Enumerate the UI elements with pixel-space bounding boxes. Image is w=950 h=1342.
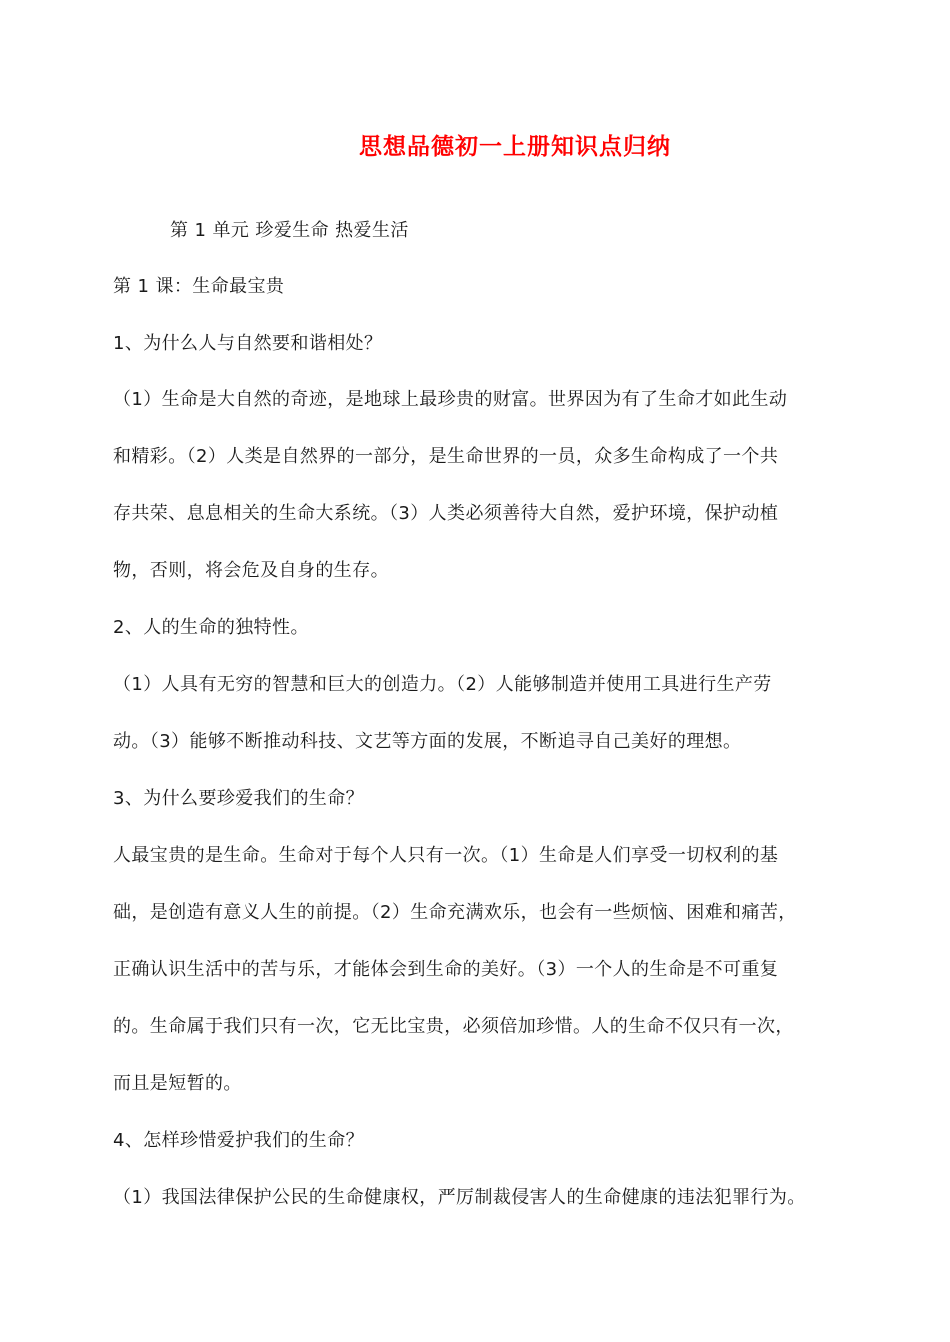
paragraph-line: 物，否则，将会危及自身的生存。 [113, 560, 389, 581]
question-heading: 1、为什么人与自然要和谐相处？ [113, 333, 383, 354]
lesson-heading: 第 1 课：生命最宝贵 [113, 276, 285, 297]
unit-heading: 第 1 单元 珍爱生命 热爱生活 [170, 220, 409, 241]
paragraph-line: 动。（3）能够不断推动科技、文艺等方面的发展，不断追寻自己美好的理想。 [113, 731, 742, 752]
paragraph-line: 正确认识生活中的苦与乐，才能体会到生命的美好。（3）一个人的生命是不可重复 [113, 959, 779, 980]
paragraph-line: 人最宝贵的是生命。生命对于每个人只有一次。（1）生命是人们享受一切权利的基 [113, 845, 779, 866]
question-heading: 2、人的生命的独特性。 [113, 617, 309, 638]
paragraph-line: 而且是短暂的。 [113, 1073, 242, 1094]
paragraph-line: 的。生命属于我们只有一次，它无比宝贵，必须倍加珍惜。人的生命不仅只有一次， [113, 1016, 794, 1037]
paragraph-line: 和精彩。（2）人类是自然界的一部分，是生命世界的一员，众多生命构成了一个共 [113, 446, 779, 467]
document-title: 思想品德初一上册知识点归纳 [359, 134, 671, 160]
paragraph-line: （1）我国法律保护公民的生命健康权，严厉制裁侵害人的生命健康的违法犯罪行为。 [113, 1187, 806, 1208]
paragraph-line: （1）生命是大自然的奇迹，是地球上最珍贵的财富。世界因为有了生命才如此生动 [113, 389, 788, 410]
question-heading: 4、怎样珍惜爱护我们的生命？ [113, 1130, 365, 1151]
paragraph-line: 存共荣、息息相关的生命大系统。（3）人类必须善待大自然，爱护环境，保护动植 [113, 503, 779, 524]
paragraph-line: 础，是创造有意义人生的前提。（2）生命充满欢乐，也会有一些烦恼、困难和痛苦， [113, 902, 797, 923]
question-heading: 3、为什么要珍爱我们的生命？ [113, 788, 365, 809]
paragraph-line: （1）人具有无穷的智慧和巨大的创造力。（2）人能够制造并使用工具进行生产劳 [113, 674, 772, 695]
